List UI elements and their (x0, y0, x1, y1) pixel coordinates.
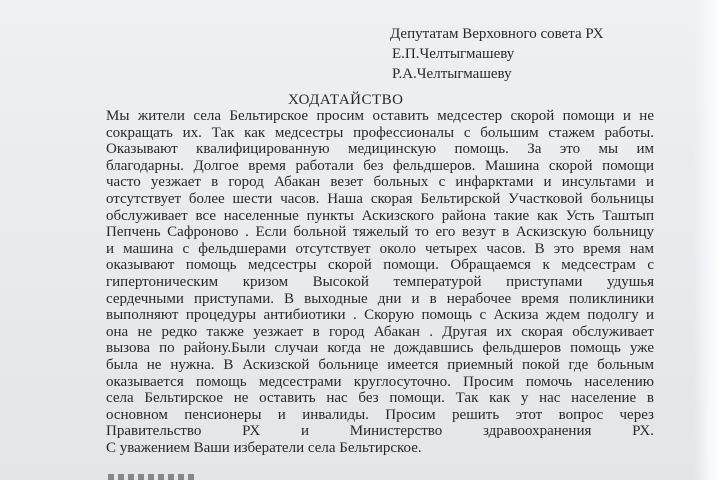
cut-off-text-line (108, 474, 198, 480)
addressee-name-1: Е.П.Челтыгмашеву (392, 46, 515, 62)
body-line: выполняют процедуры антибиотики . Скорую помощь с Аскиза ждем подолгу и (106, 307, 654, 324)
body-line: часто уезжает в город Абакан везет больных с инфарктами и инсультами и (106, 174, 654, 191)
closing-line: С уважением Ваши избератели села Бельтирское. (106, 439, 422, 456)
body-line: Правительство РХ и Министерство здравоохранения РХ. (106, 423, 654, 440)
body-line: вызова по району.Были случаи когда не дождавшись фельдшеров помощь уже (106, 340, 654, 357)
body-line: сердечными приступами. В выходные дни и в нерабочее время поликлиники (106, 290, 654, 307)
addressee-name-2: Р.А.Челтыгмашеву (392, 66, 512, 82)
document-title: ХОДАТАЙСТВО (288, 92, 404, 108)
body-line: обслуживает все населенные пункты Аскизского района такие как Усть Таштып (106, 207, 654, 224)
body-line: оказывается помощь медсестрами круглосуточно. Просим помочь населению (106, 373, 654, 390)
body-line: сокращать их. Так как медсестры профессионалы с большим стажем работы. (106, 124, 654, 141)
body-line: оказывают помощь медсестры скорой помощи. Обращаемся к медсестрам с (106, 257, 654, 274)
body-line: Оказывают квалифицированную медицинскую помощь. За это мы им (106, 141, 654, 158)
body-line: основном пенсионеры и инвалиды. Просим решить этот вопрос через (106, 406, 654, 423)
body-line: была не нужна. В Аскизской больнице имеется приемный покой где больным (106, 356, 654, 373)
body-line: села Бельтирское не оставить нас без помощи. Так как у нас население в (106, 390, 654, 407)
body-line: Мы жители села Бельтирское просим оставить медсестер скорой помощи и не (106, 108, 654, 124)
body-line: гипертоническим кризом Высокой температурой приступами удушья (106, 273, 654, 290)
body-line: отсутствует более шести часов. Наша скорая Бельтирской Участковой больницы (106, 190, 654, 207)
addressee-line: Депутатам Верховного совета РХ (390, 26, 604, 42)
body-line: благодарны. Долгое время работали без фельдшеров. Машина скорой помощи (106, 157, 654, 174)
addressee-block (390, 24, 604, 84)
body-line: и машина с фельдшерами отсутствует около четырех часов. В это время нам (106, 240, 654, 257)
body-line: Пепчень Сафроново . Если больной тяжелый то его везут в Аскизскую больницу (106, 224, 654, 241)
document-body (106, 108, 654, 456)
body-line: она не редко также уезжает в город Абакан . Другая их скорая обслуживает (106, 323, 654, 340)
paper-edge (694, 0, 720, 480)
